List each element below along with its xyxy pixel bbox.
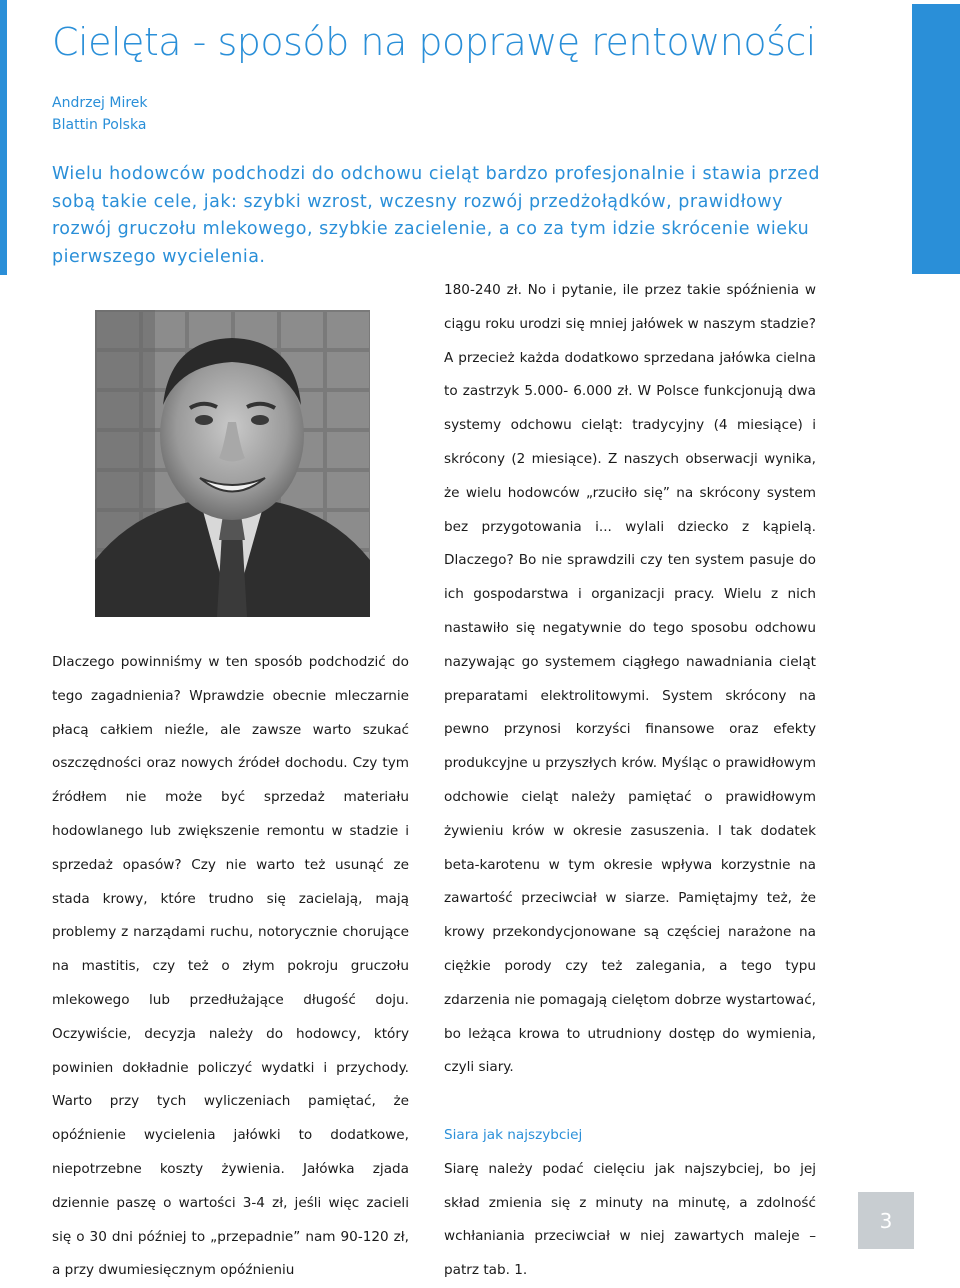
right-column (444, 274, 816, 1288)
byline (52, 92, 148, 136)
lead-paragraph: Wielu hodowców podchodzi do odchowu cieląt bardzo profesjonalnie i stawia przed sobą takie cele, jak: szybki wzrost, wczesny rozwój przedżołądków, prawidłowy rozwój gruczołu mlekowego, szybkie zacielenie, a co za tym idzie skrócenie wieku pierwszego wycielenia. (52, 164, 821, 267)
right-column-paragraph: 180-240 zł. No i pytanie, ile przez takie spóźnienia w ciągu roku urodzi się mniej jałówek w naszym stadzie? A przecież każda dodatkowo sprzedana jałówka cielna to zastrzyk 5.000- 6.000 zł. W Polsce funkcjonują dwa systemy odchowu cieląt: tradycyjny (4 miesiące) i skrócony (2 miesiące). Z naszych obserwacji wynika, że wielu hodowców „rzuciło się” na skrócony system bez przygotowania i... wylali dziecko z kąpielą. Dlaczego? Bo nie sprawdzili czy ten system pasuje do ich gospodarstwa i organizacji pracy. Wielu z nich nastawiło się negatywnie do tego sposobu odchowu nazywając go systemem ciągłego nawadniania cieląt preparatami elektrolitowymi. System skrócony na pewno przynosi korzyści finansowe oraz efekty produkcyjne u przyszłych krów. Myśląc o prawidłowym odchowie cieląt należy pamiętać o prawidłowym żywieniu krów w okresie zasuszenia. I tak dodatek beta-karotenu w tym okresie wpływa korzystnie na zawartość przeciwciał w siarze. Pamiętajmy też, że krowy przekondycjonowane są częściej narażone na ciężkie porody czy też zalegania, a tego typu zdarzenia nie pomagają cielętom dobrze wystartować, bo leżąca krowa to utrudniony dostęp do wymienia, czyli siary. (444, 282, 816, 1076)
section-paragraph: Siarę należy podać cielęciu jak najszybciej, bo jej skład zmienia się z minuty na minutę, a zdolność wchłaniania przeciwciał w niej zawartych maleje – patrz tab. 1. (444, 1160, 816, 1279)
article-title: Cielęta - sposób na poprawę rentowności (52, 20, 816, 64)
left-column (52, 646, 409, 1288)
accent-bar-left (0, 0, 7, 275)
left-column-paragraph: Dlaczego powinniśmy w ten sposób podchodzić do tego zagadnienia? Wprawdzie obecnie mleczarnie płacą całkiem nieźle, ale zawsze warto szukać oszczędności oraz nowych źródeł dochodu. Czy tym źródłem nie może być sprzedaż materiału hodowlanego lub zwiększenie remontu w stadzie i sprzedaż opasów? Czy nie warto też usunąć ze stada krowy, które trudno się zacielają, mają problemy z narządami ruchu, notorycznie chorujące na mastitis, czy też o złym pokroju gruczołu mlekowego lub przedłużające długość doju. Oczywiście, decyzja należy do hodowcy, który powinien dokładnie policzyć wydatki i przychody. Warto przy tych wyliczeniach pamiętać, że opóźnienie wycielenia jałówki to dodatkowe, niepotrzebne koszty żywienia. Jałówka zjada dziennie paszę o wartości 3-4 zł, jeśli więc zacieli się o 30 dni później to „przepadnie” nam 90-120 zł, a przy dwumiesięcznym opóźnieniu (52, 654, 409, 1279)
section-heading: Siara jak najszybciej (444, 1126, 583, 1143)
author-name: Andrzej Mirek (52, 95, 148, 111)
accent-tab-right (912, 4, 960, 274)
author-photo (95, 310, 370, 617)
author-portrait-icon (95, 310, 370, 617)
page-number: 3 (858, 1192, 914, 1249)
author-organization: Blattin Polska (52, 117, 147, 133)
